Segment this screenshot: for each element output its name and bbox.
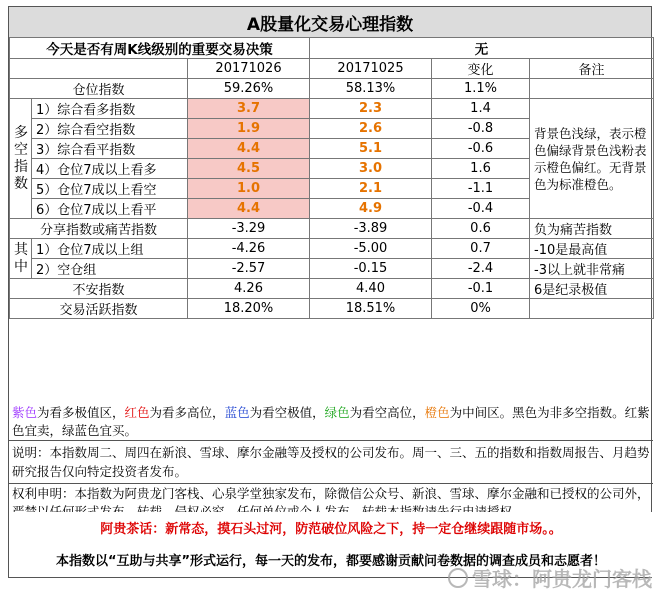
group-row-change: -0.4 [432, 199, 530, 219]
group-row-change: -1.1 [432, 179, 530, 199]
header-change: 变化 [432, 59, 530, 79]
watermark-text: 雪球：阿贵龙门客栈 [472, 567, 652, 591]
sub-row-change: 0.7 [432, 239, 530, 259]
legend-orange: 橙色 [424, 405, 450, 420]
header-note: 备注 [530, 59, 654, 79]
legend-purple: 紫色 [12, 405, 38, 420]
legend-text: 为看多高位， [149, 405, 225, 420]
group-row-v1: 1.9 [188, 119, 310, 139]
position-change: 1.1% [432, 79, 530, 99]
sub-row-label: 1）仓位7成以上组 [32, 239, 188, 259]
legend-text: 为看空高位， [349, 405, 425, 420]
header-date-1: 20171026 [188, 59, 310, 79]
activity-v1: 18.20% [188, 299, 310, 319]
position-row [10, 79, 654, 99]
sub-row-1 [10, 239, 654, 259]
group-row-label: 4）仓位7成以上看多 [32, 159, 188, 179]
unease-row [10, 279, 654, 299]
header-date-2: 20171025 [310, 59, 432, 79]
unease-change: -0.1 [432, 279, 530, 299]
header-row [10, 59, 654, 79]
position-label: 仓位指数 [10, 79, 188, 99]
group-row-change: 1.4 [432, 99, 530, 119]
group-row-label: 2）综合看空指数 [32, 119, 188, 139]
watermark [448, 563, 652, 592]
group-row-1 [10, 99, 654, 119]
legend-text: 为看空极值， [249, 405, 325, 420]
group-row-v2: 3.0 [310, 159, 432, 179]
legend-blue: 蓝色 [224, 405, 250, 420]
tea-talk: 阿贵茶话：新常态，摸石头过河，防范破位风险之下，持一定仓继续跟随市场。。 [9, 512, 653, 543]
sub-row-v2: -5.00 [310, 239, 432, 259]
group-row-v2: 2.6 [310, 119, 432, 139]
sub-row-label: 2）空仓组 [32, 259, 188, 279]
group-row-v2: 2.1 [310, 179, 432, 199]
group-note: 背景色浅绿，表示橙色偏绿背景色浅粉表示橙色偏红。无背景色为标准橙色。 [530, 99, 654, 219]
question-answer: 无 [310, 38, 654, 59]
sub-row-2 [10, 259, 654, 279]
group-row-change: 1.6 [432, 159, 530, 179]
question-row [10, 38, 654, 59]
group-row-label: 6）仓位7成以上看平 [32, 199, 188, 219]
share-label: 分享指数或痛苦指数 [10, 219, 188, 239]
group-row-v1: 4.4 [188, 199, 310, 219]
activity-note [530, 299, 654, 319]
description: 说明：本指数周二、周四在新浪、雪球、摩尔金融等及授权的公司发布。周一、三、五的指数和指数周报告、月趋势研究报告仅向特定投资者发布。 [9, 441, 653, 484]
group-row-v2: 4.9 [310, 199, 432, 219]
activity-label: 交易活跃指数 [10, 299, 188, 319]
share-change: 0.6 [432, 219, 530, 239]
unease-v2: 4.40 [310, 279, 432, 299]
unease-label: 不安指数 [10, 279, 188, 299]
group-row-v1: 4.4 [188, 139, 310, 159]
sub-label: 其中 [10, 239, 32, 279]
index-table [9, 37, 654, 319]
rights-statement: 权利申明：本指数为阿贵龙门客栈、心泉学堂独家发布，除微信公众号、新浪、雪球、摩尔金融和已授权的公司外， [9, 484, 653, 541]
group-row-v1: 3.7 [188, 99, 310, 119]
position-v2: 58.13% [310, 79, 432, 99]
group-row-change: -0.8 [432, 119, 530, 139]
activity-row [10, 299, 654, 319]
header-blank [10, 59, 188, 79]
group-label: 多空指数 [10, 99, 32, 219]
index-card [8, 6, 652, 578]
legend-red: 红色 [124, 405, 150, 420]
sub-row-change: -2.4 [432, 259, 530, 279]
group-row-label: 5）仓位7成以上看空 [32, 179, 188, 199]
group-row-label: 3）综合看平指数 [32, 139, 188, 159]
legend-text: 为看多极值区， [37, 405, 125, 420]
share-note: 负为痛苦指数 [530, 219, 654, 239]
footer-thanks: 本指数以“互助与共享”形式运行，每一天的发布，都要感谢贡献问卷数据的调查成员和志愿者！ [9, 542, 653, 577]
legend-green: 绿色 [324, 405, 350, 420]
share-v1: -3.29 [188, 219, 310, 239]
share-row [10, 219, 654, 239]
page-title: A股量化交易心理指数 [9, 7, 651, 38]
group-row-v2: 5.1 [310, 139, 432, 159]
sub-row-v2: -0.15 [310, 259, 432, 279]
group-row-v1: 4.5 [188, 159, 310, 179]
sub-row-note: -3以上就非常痛 [530, 259, 654, 279]
activity-v2: 18.51% [310, 299, 432, 319]
group-row-v2: 2.3 [310, 99, 432, 119]
activity-change: 0% [432, 299, 530, 319]
unease-note: 6是纪录极值 [530, 279, 654, 299]
sub-row-v1: -2.57 [188, 259, 310, 279]
share-v2: -3.89 [310, 219, 432, 239]
xueqiu-logo-icon [448, 568, 468, 588]
question-label: 今天是否有周K线级别的重要交易决策 [10, 38, 310, 59]
group-row-change: -0.6 [432, 139, 530, 159]
position-v1: 59.26% [188, 79, 310, 99]
unease-v1: 4.26 [188, 279, 310, 299]
sub-row-v1: -4.26 [188, 239, 310, 259]
group-row-v1: 1.0 [188, 179, 310, 199]
sub-row-note: -10是最高值 [530, 239, 654, 259]
group-row-label: 1）综合看多指数 [32, 99, 188, 119]
color-legend [9, 403, 653, 441]
position-note [530, 79, 654, 99]
legend-text: 为中间区。黑色为非多空指数。红紫色宜卖，绿蓝色宜买。 [12, 405, 650, 438]
